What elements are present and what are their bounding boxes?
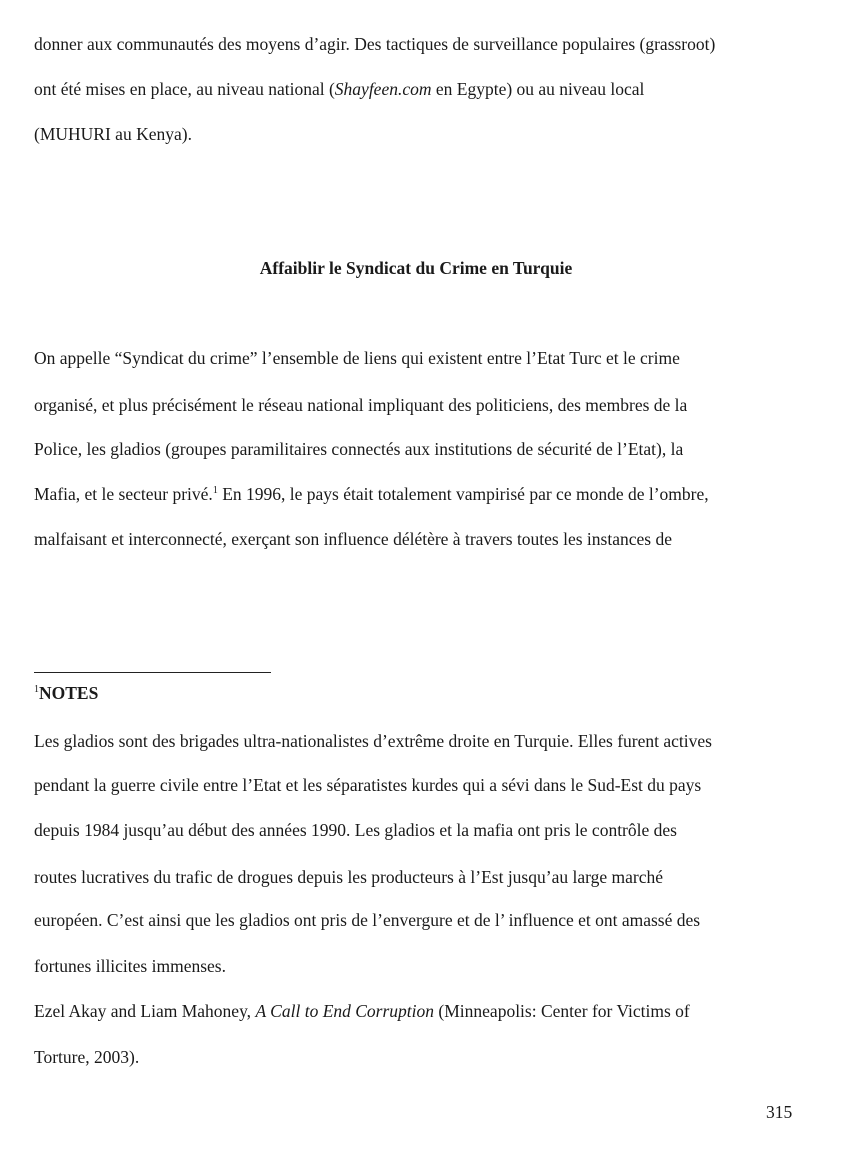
footnote-line-5: européen. C’est ainsi que les gladios ont pris de l’envergure et de l’ influence et ont amassé des [34,910,701,930]
section-heading: Affaiblir le Syndicat du Crime en Turquie [259,258,573,278]
body-line-2: organisé, et plus précisément le réseau national impliquant des politiciens, des membres de la [34,395,688,415]
intro-line-1: donner aux communautés des moyens d’agir. Des tactiques de surveillance populaires (grassroot) [34,34,716,54]
footnote-line-2: pendant la guerre civile entre l’Etat et les séparatistes kurdes qui a sévi dans le Sud-Est du pays [34,775,702,795]
intro-line-2 [34,78,644,100]
intro-website-name: Shayfeen.com [334,79,432,99]
body-line-5: malfaisant et interconnecté, exerçant son influence délétère à travers toutes les instances de [34,529,672,549]
footnote-title: NOTES [39,683,99,703]
intro-line-2-start: ont été mises en place, au niveau national ( [34,79,335,99]
intro-line-3: (MUHURI au Kenya). [34,124,192,144]
footnote-line-4: routes lucratives du trafic de drogues depuis les producteurs à l’Est jusqu’au large marché [34,867,663,887]
intro-line-2-end: en Egypte) ou au niveau local [431,79,645,99]
citation-line-2: Torture, 2003). [34,1047,140,1067]
body-line-1: On appelle “Syndicat du crime” l’ensemble de liens qui existent entre l’Etat Turc et le crime [34,348,680,368]
citation-line-1 [34,1000,690,1022]
footnote-line-3: depuis 1984 jusqu’au début des années 1990. Les gladios et la mafia ont pris le contrôle des [34,820,677,840]
body-line-3: Police, les gladios (groupes paramilitaires connectés aux institutions de sécurité de l’Etat), la [34,439,684,459]
citation-publisher: (Minneapolis: Center for Victims of [434,1001,690,1021]
body-line-4 [34,483,709,505]
footnote-separator [34,672,271,673]
citation-authors: Ezel Akay and Liam Mahoney, [34,1001,256,1021]
body-line-4-start: Mafia, et le secteur privé. [34,484,213,504]
page-number: 315 [766,1102,793,1122]
body-line-4-end: En 1996, le pays était totalement vampirisé par ce monde de l’ombre, [217,484,709,504]
footnote-reference: 1 [212,485,218,497]
footnote-line-6: fortunes illicites immenses. [34,956,226,976]
footnote-line-1: Les gladios sont des brigades ultra-nationalistes d’extrême droite en Turquie. Elles furent actives [34,731,712,751]
footnote-heading [34,682,98,704]
citation-title: A Call to End Corruption [255,1001,435,1021]
footnote-marker: 1 [34,684,39,696]
